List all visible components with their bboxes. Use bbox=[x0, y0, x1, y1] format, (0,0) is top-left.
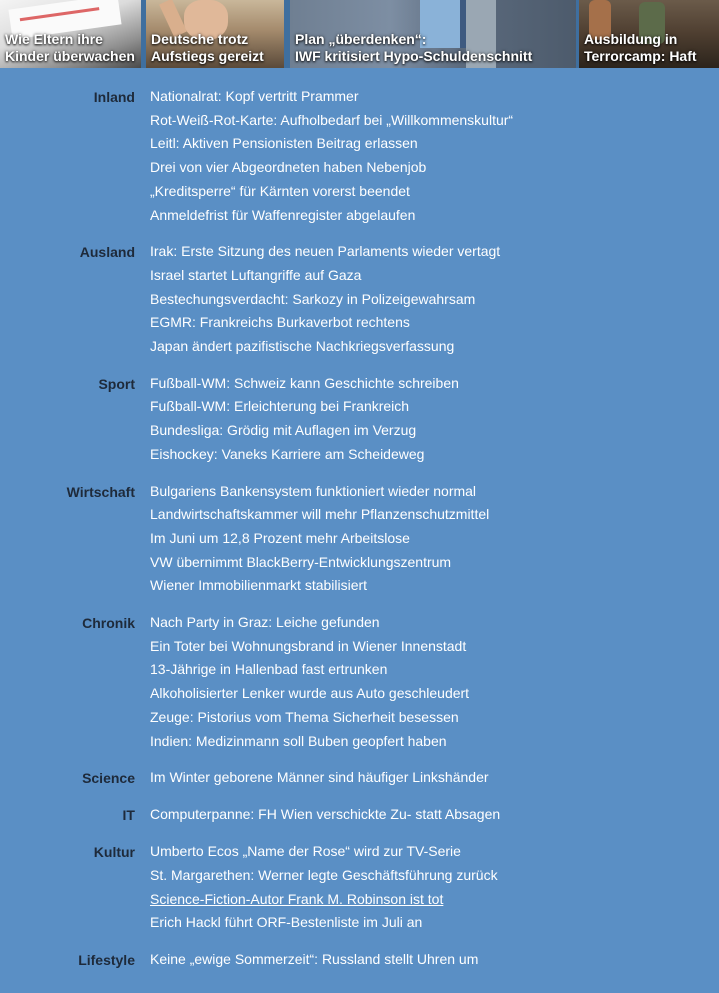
headline-link[interactable]: St. Margarethen: Werner legte Geschäftsführung zurück bbox=[150, 866, 498, 883]
headline-list bbox=[150, 480, 489, 599]
headline-link[interactable]: Leitl: Aktiven Pensionisten Beitrag erlassen bbox=[150, 135, 418, 152]
headline-link[interactable]: Bundesliga: Grödig mit Auflagen im Verzug bbox=[150, 422, 417, 439]
headline-link[interactable]: „Kreditsperre“ für Kärnten vorerst beendet bbox=[150, 182, 410, 199]
section-kultur bbox=[0, 840, 719, 935]
headline-link[interactable]: Erich Hackl führt ORF-Bestenliste im Juli an bbox=[150, 914, 423, 931]
section-inland bbox=[0, 85, 719, 227]
headline-link[interactable]: 13-Jährige in Hallenbad fast ertrunken bbox=[150, 661, 388, 678]
headline-link[interactable]: Zeuge: Pistorius vom Thema Sicherheit besessen bbox=[150, 708, 459, 725]
headline-link[interactable]: Keine „ewige Sommerzeit“: Russland stellt Uhren um bbox=[150, 951, 479, 968]
headline-link[interactable]: Indien: Medizinmann soll Buben geopfert haben bbox=[150, 732, 447, 749]
headline-link[interactable]: Science-Fiction-Autor Frank M. Robinson ist tot bbox=[150, 890, 444, 907]
headline-list bbox=[150, 803, 500, 827]
headline-list bbox=[150, 766, 489, 790]
headline-link[interactable]: Ein Toter bei Wohnungsbrand in Wiener Innenstadt bbox=[150, 637, 467, 654]
headline-list bbox=[150, 85, 513, 227]
teaser-caption: Plan „überdenken“: IWF kritisiert Hypo-Schuldenschnitt bbox=[295, 31, 533, 64]
headline-link[interactable]: Japan ändert pazifistische Nachkriegsverfassung bbox=[150, 338, 455, 355]
headline-link[interactable]: Im Juni um 12,8 Prozent mehr Arbeitslose bbox=[150, 529, 410, 546]
section-label[interactable]: Lifestyle bbox=[78, 952, 135, 969]
headline-list bbox=[150, 840, 498, 935]
headline-link[interactable]: Landwirtschaftskammer will mehr Pflanzenschutzmittel bbox=[150, 506, 490, 523]
headline-link[interactable]: VW übernimmt BlackBerry-Entwicklungszentrum bbox=[150, 553, 452, 570]
headline-link[interactable]: Rot-Weiß-Rot-Karte: Aufholbedarf bei „Willkommenskultur“ bbox=[150, 111, 514, 128]
headline-list bbox=[150, 240, 500, 359]
headline-link[interactable]: EGMR: Frankreichs Burkaverbot rechtens bbox=[150, 314, 410, 331]
section-wirtschaft bbox=[0, 480, 719, 599]
section-label[interactable]: Wirtschaft bbox=[66, 483, 135, 500]
headline-link[interactable]: Drei von vier Abgeordneten haben Nebenjob bbox=[150, 159, 427, 176]
teaser-parents-monitoring[interactable] bbox=[0, 0, 141, 68]
section-label[interactable]: Inland bbox=[93, 89, 135, 105]
section-label[interactable]: Chronik bbox=[82, 615, 135, 632]
teaser-caption: Wie Eltern ihre Kinder überwachen bbox=[5, 31, 135, 64]
section-science bbox=[0, 766, 719, 790]
headline-link[interactable]: Eishockey: Vaneks Karriere am Scheideweg bbox=[150, 445, 425, 462]
headline-link[interactable]: Alkoholisierter Lenker wurde aus Auto geschleudert bbox=[150, 685, 470, 702]
section-lifestyle bbox=[0, 948, 719, 972]
headline-link[interactable]: Im Winter geborene Männer sind häufiger Linkshänder bbox=[150, 769, 489, 786]
section-label[interactable]: Sport bbox=[98, 375, 135, 392]
section-chronik bbox=[0, 611, 719, 753]
headline-link[interactable]: Nach Party in Graz: Leiche gefunden bbox=[150, 614, 380, 631]
section-label[interactable]: Ausland bbox=[79, 244, 135, 261]
section-it bbox=[0, 803, 719, 827]
headline-link[interactable]: Irak: Erste Sitzung des neuen Parlaments wieder vertagt bbox=[150, 243, 501, 260]
headline-link[interactable]: Computerpanne: FH Wien verschickte Zu- statt Absagen bbox=[150, 806, 501, 823]
headline-link[interactable]: Wiener Immobilienmarkt stabilisiert bbox=[150, 577, 368, 594]
headline-list bbox=[150, 611, 469, 753]
headline-link[interactable]: Anmeldefrist für Waffenregister abgelaufen bbox=[150, 206, 416, 223]
teaser-germany-team[interactable] bbox=[146, 0, 284, 68]
headline-link[interactable]: Israel startet Luftangriffe auf Gaza bbox=[150, 266, 362, 283]
headline-link[interactable]: Umberto Ecos „Name der Rose“ wird zur TV-Serie bbox=[150, 843, 461, 860]
headline-link[interactable]: Bulgariens Bankensystem funktioniert wieder normal bbox=[150, 482, 477, 499]
teaser-terrorcamp[interactable] bbox=[579, 0, 719, 68]
section-sport bbox=[0, 372, 719, 467]
news-sections bbox=[0, 68, 719, 972]
headline-link[interactable]: Fußball-WM: Erleichterung bei Frankreich bbox=[150, 398, 410, 415]
teaser-caption: Deutsche trotz Aufstiegs gereizt bbox=[151, 31, 264, 64]
teaser-iwf-hypo[interactable] bbox=[290, 0, 576, 68]
headline-link[interactable]: Nationalrat: Kopf vertritt Prammer bbox=[150, 88, 359, 104]
section-ausland bbox=[0, 240, 719, 359]
teaser-caption: Ausbildung in Terrorcamp: Haft bbox=[584, 31, 697, 64]
headline-link[interactable]: Fußball-WM: Schweiz kann Geschichte schreiben bbox=[150, 374, 459, 391]
section-label[interactable]: Science bbox=[82, 770, 135, 787]
section-label[interactable]: IT bbox=[122, 807, 135, 824]
section-label[interactable]: Kultur bbox=[93, 844, 135, 861]
teaser-strip bbox=[0, 0, 719, 68]
headline-link[interactable]: Bestechungsverdacht: Sarkozy in Polizeigewahrsam bbox=[150, 290, 476, 307]
headline-list bbox=[150, 372, 459, 467]
headline-list bbox=[150, 948, 478, 972]
